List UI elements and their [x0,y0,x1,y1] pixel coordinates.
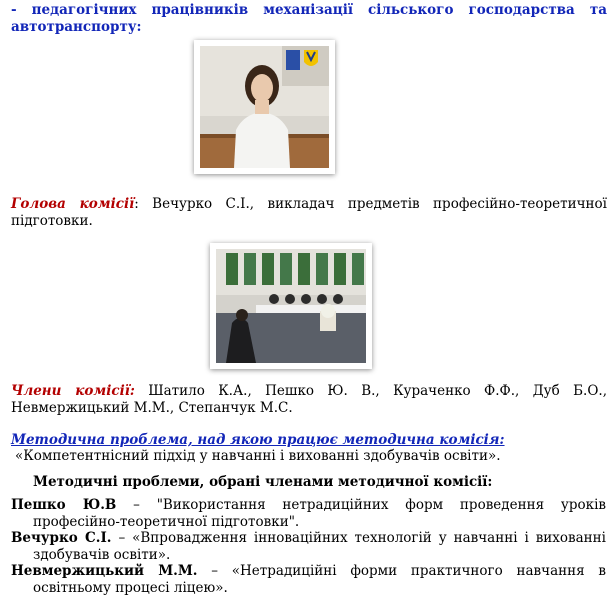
member-problem-3 [11,563,606,597]
portrait-photo [194,40,335,174]
members-paragraph [11,383,607,417]
members-text: Шатило К.А., Пешко Ю. В., Кураченко Ф.Ф., Дуб Б.О., Невмержицький М.М., Степанчук М.С. [11,383,607,416]
head-sep: : [134,196,153,212]
member-problem-name: Пешко Ю.В [11,497,117,513]
intro-heading: - педагогічних працівників механізації сільського господарства та автотранспорту: [11,2,607,35]
member-problem-1 [11,497,606,531]
member-problem-dash: – [111,530,133,546]
member-problem-text: «Нетрадиційні форми практичного навчання в освітньому процесі ліцею». [33,563,606,596]
head-label: Голова комісії [11,196,135,212]
member-problem-text: "Використання нетрадиційних форм проведення уроків професійно-теоретичної підготовки". [33,497,606,530]
member-problem-2 [11,530,606,564]
member-problem-text: «Впровадження інноваційних технологій у навчанні і вихованні здобувачів освіти». [33,530,606,563]
member-problem-dash: – [197,563,232,579]
problem-text: «Компетентнісний підхід у навчанні і вихованні здобувачів освіти». [15,448,501,464]
members-problems-title: Методичні проблеми, обрані членами методичної комісії: [33,474,493,490]
problem-heading [11,432,607,449]
member-problem-dash: – [116,497,157,513]
head-paragraph [11,196,607,230]
member-problem-name: Вечурко С.І. [11,530,112,546]
group-photo [210,243,372,369]
member-problem-name: Невмержицький М.М. [11,563,198,579]
problem-label: Методична проблема, над якою працює методична комісія: [11,432,505,448]
head-text: Вечурко С.І., викладач предметів професійно-теоретичної підготовки. [11,196,607,229]
members-label: Члени комісії: [11,383,135,399]
